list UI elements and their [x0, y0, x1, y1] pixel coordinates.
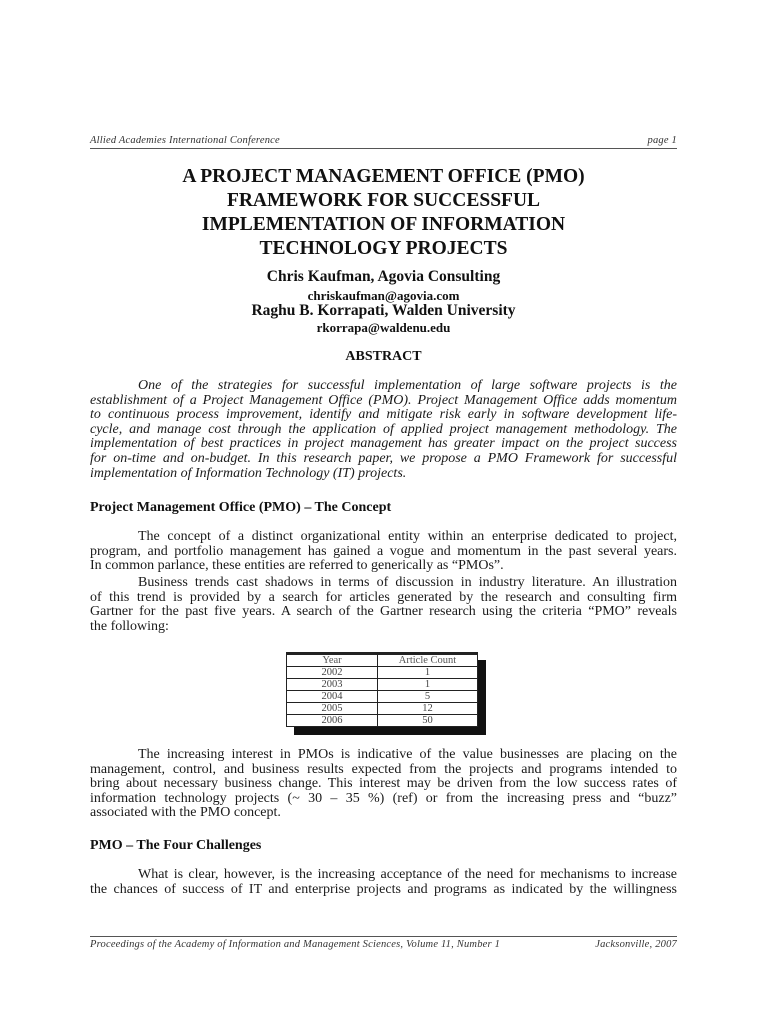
text-line: The concept of a distinct organizational entity within an enterprise dedicated to project, [138, 529, 677, 544]
text-line: What is clear, however, is the increasing acceptance of the need for mechanisms to increase [138, 867, 677, 882]
text-line: for on-time and on-budget. In this research paper, we propose a PMO Framework for successful [90, 450, 677, 466]
text-line: The increasing interest in PMOs is indicative of the value businesses are placing on the [138, 747, 677, 762]
abstract-body [90, 379, 677, 481]
text-line: cycle, and manage cost through the application of applied project management methodology. The [90, 421, 677, 437]
text-line: implementation of best practices in project management has greater impact on the project success [90, 436, 677, 452]
year-cell: 2003 [287, 679, 378, 691]
count-cell: 1 [378, 679, 478, 691]
count-cell: 12 [378, 703, 478, 715]
page-number: page 1 [647, 135, 677, 146]
body-paragraph [90, 530, 677, 574]
column-header-article-count: Article Count [378, 654, 478, 667]
text-line: of this trend is provided by a search for articles generated by the research and consulting firm [90, 589, 677, 605]
running-footer [90, 936, 677, 950]
running-header [90, 135, 677, 149]
table-header-row [287, 654, 478, 667]
table-row [287, 679, 478, 691]
table-row [287, 667, 478, 679]
text-line: management, control, and business results expected from the projects and programs intended to [90, 761, 677, 777]
author-email[interactable]: rkorrapa@waldenu.edu [316, 320, 451, 335]
year-cell: 2006 [287, 715, 378, 727]
text-line: One of the strategies for successful implementation of large software projects is the [138, 378, 677, 393]
table-row [287, 703, 478, 715]
article-count-table-wrapper [286, 652, 478, 727]
text-line: establishment of a Project Management Office (PMO). Project Management Office adds momentum [90, 392, 677, 408]
text-line: information technology projects (~ 30 – 35 %) (ref) or from the increasing press and “buzz” [90, 790, 677, 806]
proceedings-citation: Proceedings of the Academy of Information and Management Sciences, Volume 11, Number 1 [90, 939, 501, 950]
conference-location: Jacksonville, 2007 [595, 939, 677, 950]
author-name: Chris Kaufman, Agovia Consulting [266, 268, 501, 285]
count-cell: 50 [378, 715, 478, 727]
text-line: In common parlance, these entities are referred to generically as “PMOs”. [90, 558, 504, 574]
year-cell: 2002 [287, 667, 378, 679]
table-row [287, 691, 478, 703]
text-line: program, and portfolio management has gained a vogue and momentum in the past several years. [90, 543, 677, 559]
body-paragraph [90, 868, 677, 897]
abstract-heading: ABSTRACT [345, 349, 422, 364]
text-line: implementation of Information Technology (IT) projects. [90, 465, 407, 481]
body-paragraph [90, 748, 677, 821]
count-cell: 1 [378, 667, 478, 679]
title-line: FRAMEWORK FOR SUCCESSFUL [226, 190, 541, 211]
text-line: to continuous process improvement, identify and mitigate risk early in software development life- [90, 407, 677, 423]
article-count-table [286, 652, 478, 727]
year-cell: 2004 [287, 691, 378, 703]
title-line: IMPLEMENTATION OF INFORMATION [201, 214, 566, 235]
section-heading: Project Management Office (PMO) – The Concept [90, 500, 392, 515]
body-paragraph [90, 576, 677, 634]
section-heading: PMO – The Four Challenges [90, 838, 262, 853]
text-line: bring about necessary business change. This interest may be driven from the low success rates of [90, 776, 677, 792]
author-name: Raghu B. Korrapati, Walden University [251, 302, 516, 319]
count-cell: 5 [378, 691, 478, 703]
text-line: Business trends cast shadows in terms of discussion in industry literature. An illustration [138, 575, 677, 590]
column-header-year: Year [287, 654, 378, 667]
title-line: A PROJECT MANAGEMENT OFFICE (PMO) [182, 166, 585, 187]
text-line: the following: [90, 618, 169, 634]
table-row [287, 715, 478, 727]
author-email[interactable]: chriskaufman@agovia.com [307, 288, 460, 303]
paper-title [90, 165, 677, 261]
text-line: associated with the PMO concept. [90, 805, 281, 821]
conference-name: Allied Academies International Conference [90, 135, 280, 146]
text-line: Gartner for the past five years. A search of the Gartner research using the criteria “PMO” reveals [90, 604, 677, 620]
text-line: the chances of success of IT and enterprise projects and programs as indicated by the willingness [90, 881, 677, 897]
year-cell: 2005 [287, 703, 378, 715]
title-line: TECHNOLOGY PROJECTS [259, 238, 508, 259]
